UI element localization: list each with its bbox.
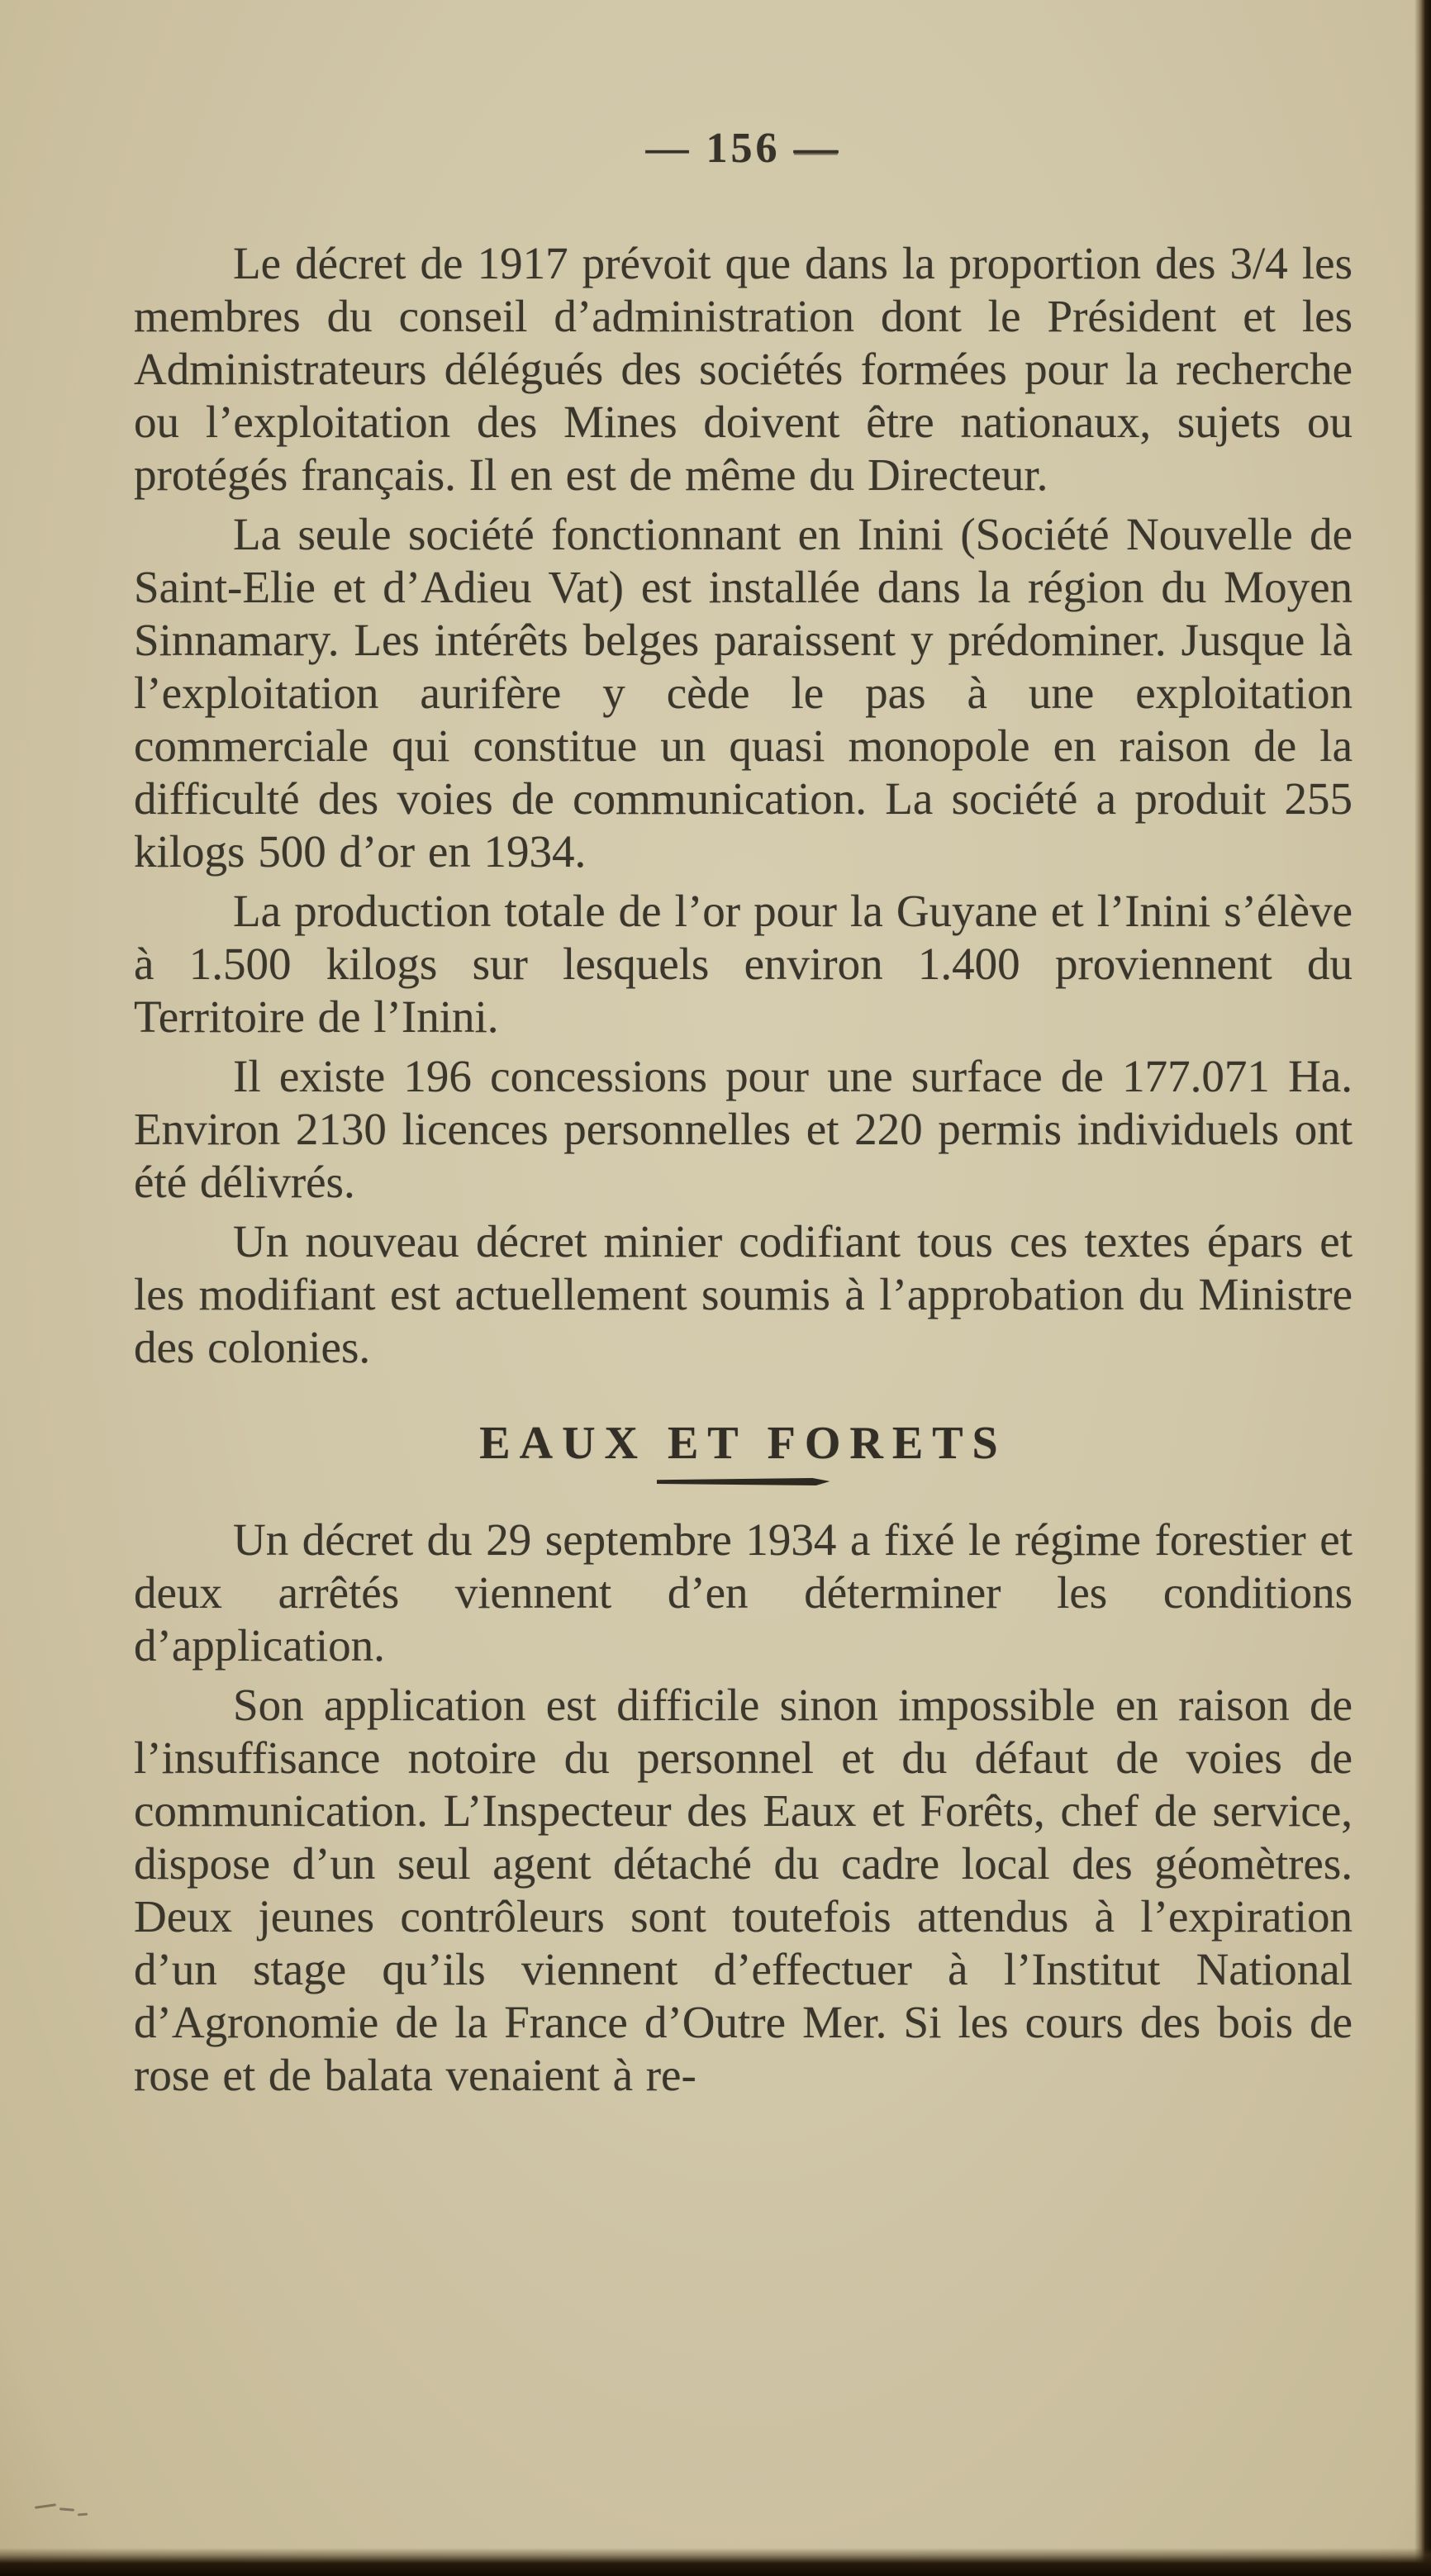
page-number <box>134 124 1353 173</box>
page-number-dash-right: — <box>794 125 841 172</box>
paragraph-concessions: Il existe 196 concessions pour une surface de 177.071 Ha. Environ 2130 licences personnelles et 220 permis individuels ont été délivrés. <box>134 1051 1353 1207</box>
section-heading-eaux-et-forets: EAUX ET FORETS <box>479 1418 1007 1469</box>
heading-underline-rule <box>657 1478 830 1485</box>
page-number-dash-left: — <box>645 125 692 172</box>
paragraph-application-difficile: Son application est difficile sinon impossible en raison de l’insuffisance notoire du personnel et du défaut de voies de communication. L’Inspecteur des Eaux et Forêts, chef de service, dispose d’un seul agent détaché du cadre local des géomètres. Deux jeunes contrôleurs sont toutefois attendus à l’expiration d’un stage qu’ils viennent d’effectuer à l’Institut National d’Agronomie de la France d’Outre Mer. Si les cours des bois de rose et de balata venaient à re- <box>134 1680 1353 2100</box>
book-edge-shadow <box>1414 0 1431 2576</box>
paragraph-production-or: La production totale de l’or pour la Guyane et l’Inini s’élève à 1.500 kilogs sur lesquels environ 1.400 proviennent du Territoire de l’Inini. <box>134 886 1353 1042</box>
paragraph-decret-1917: Le décret de 1917 prévoit que dans la proportion des 3/4 les membres du conseil d’administration dont le Président et les Administrateurs délégués des sociétés formées pour la recherche ou l’exploitation des Mines doivent être nationaux, sujets ou protégés français. Il en est de même du Directeur. <box>134 238 1353 500</box>
scan-bottom-edge <box>0 2548 1431 2576</box>
pencil-smudge-mark <box>35 2500 93 2521</box>
paragraph-societe-inini: La seule société fonctionnant en Inini (Société Nouvelle de Saint-Elie et d’Adieu Vat) est installée dans la région du Moyen Sinnamary. Les intérêts belges paraissent y prédominer. Jusque là l’exploitation aurifère y cède le pas à une exploitation commerciale qui constitue un quasi monopole en raison de la difficulté des voies de communication. La société a produit 255 kilogs 500 d’or en 1934. <box>134 509 1353 877</box>
paragraph-regime-forestier: Un décret du 29 septembre 1934 a fixé le régime forestier et deux arrêtés viennent d’en déterminer les conditions d’application. <box>134 1514 1353 1671</box>
page-number-value: 156 <box>706 125 781 172</box>
paragraph-nouveau-decret: Un nouveau décret minier codifiant tous ces textes épars et les modifiant est actuellement soumis à l’approbation du Ministre des colonies. <box>134 1216 1353 1372</box>
